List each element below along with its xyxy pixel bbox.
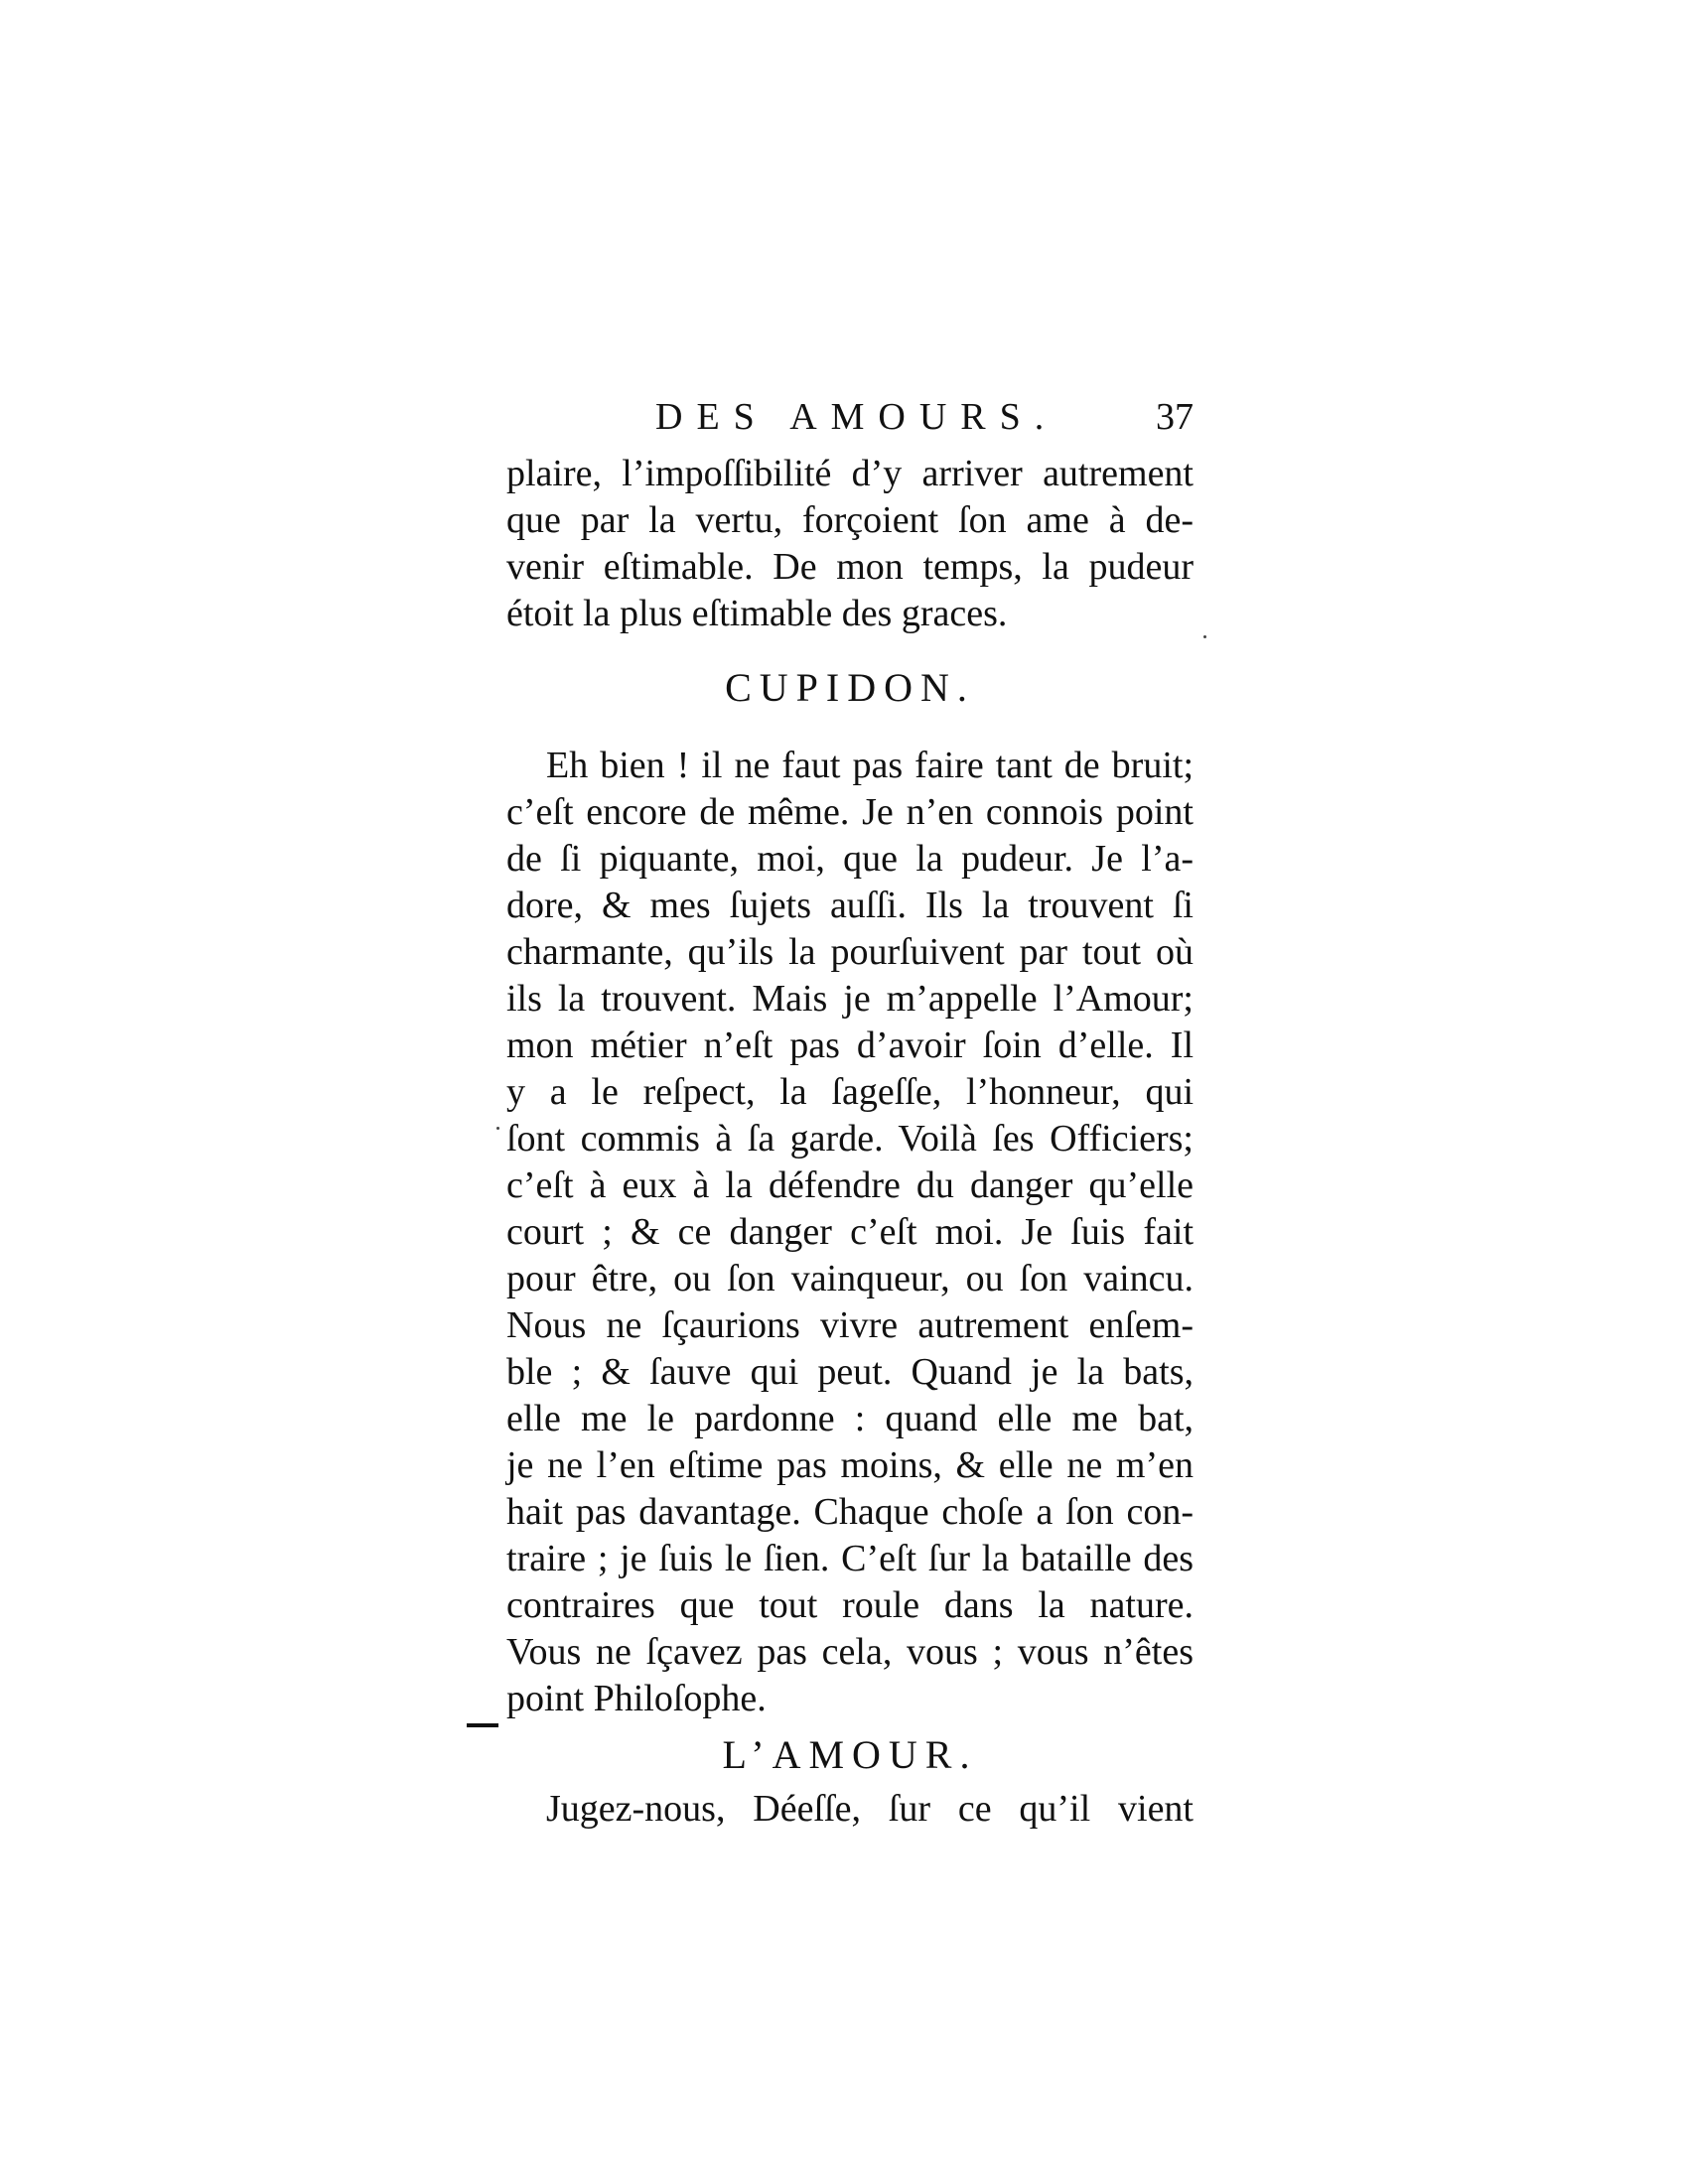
text-line: étoit la plus eſtimable des graces. bbox=[506, 593, 1008, 634]
speaker-heading-cupidon: CUPIDON. bbox=[725, 665, 975, 710]
text-line: pour être, ou ſon vainqueur, ou ſon vaincu. bbox=[506, 1258, 1194, 1299]
text-block bbox=[506, 395, 1194, 1833]
text-line: contraires que tout roule dans la nature. bbox=[506, 1584, 1194, 1626]
text-line: mon métier n’eſt pas d’avoir ſoin d’elle. Il bbox=[506, 1024, 1194, 1066]
paragraph-3 bbox=[506, 1786, 1194, 1833]
text-line: que par la vertu, forçoient ſon ame à de- bbox=[506, 499, 1194, 541]
text-line: Nous ne ſçaurions vivre autrement enſem- bbox=[506, 1304, 1194, 1346]
text-line: c’eſt à eux à la défendre du danger qu’elle bbox=[506, 1164, 1194, 1206]
running-title: DES AMOURS. bbox=[655, 396, 1058, 438]
page-number: 37 bbox=[1156, 396, 1194, 438]
text-line: Vous ne ſçavez pas cela, vous ; vous n’êtes bbox=[506, 1631, 1194, 1673]
text-line: c’eſt encore de même. Je n’en connois point bbox=[506, 791, 1194, 833]
text-line: traire ; je ſuis le ſien. C’eſt ſur la bataille des bbox=[506, 1538, 1194, 1579]
text-line: point Philoſophe. bbox=[506, 1678, 767, 1719]
text-line: de ſi piquante, moi, que la pudeur. Je l’a- bbox=[506, 838, 1194, 880]
text-line: ils la trouvent. Mais je m’appelle l’Amour; bbox=[506, 978, 1194, 1020]
ink-speck bbox=[1203, 635, 1206, 638]
paragraph-1 bbox=[506, 451, 1194, 637]
text-line: je ne l’en eſtime pas moins, & elle ne m’en bbox=[506, 1444, 1194, 1486]
text-line: plaire, l’impoſſibilité d’y arriver autrement bbox=[506, 453, 1194, 494]
text-line: charmante, qu’ils la pourſuivent par tout où bbox=[506, 931, 1194, 973]
paragraph-2 bbox=[506, 743, 1194, 1722]
printer-mark bbox=[467, 1723, 498, 1727]
running-head bbox=[506, 395, 1194, 451]
text-line: hait pas davantage. Chaque choſe a ſon con- bbox=[506, 1491, 1194, 1533]
text-line: Eh bien ! il ne faut pas faire tant de bruit; bbox=[546, 745, 1194, 786]
ink-speck bbox=[496, 1127, 499, 1130]
speaker-heading-lamour: L’AMOUR. bbox=[722, 1732, 978, 1777]
catchword-line: Jugez-nous, Déeſſe, ſur ce qu’il vient bbox=[546, 1788, 1194, 1830]
text-line: court ; & ce danger c’eſt moi. Je ſuis fait bbox=[506, 1211, 1194, 1253]
text-line: y a le reſpect, la ſageſſe, l’honneur, qui bbox=[506, 1071, 1194, 1113]
text-line: ble ; & ſauve qui peut. Quand je la bats, bbox=[506, 1351, 1194, 1393]
text-line: dore, & mes ſujets auſſi. Ils la trouvent ſi bbox=[506, 885, 1194, 926]
text-line: elle me le pardonne : quand elle me bat, bbox=[506, 1398, 1194, 1439]
text-line: venir eſtimable. De mon temps, la pudeur bbox=[506, 546, 1194, 588]
text-line: ſont commis à ſa garde. Voilà ſes Officiers; bbox=[506, 1118, 1194, 1160]
